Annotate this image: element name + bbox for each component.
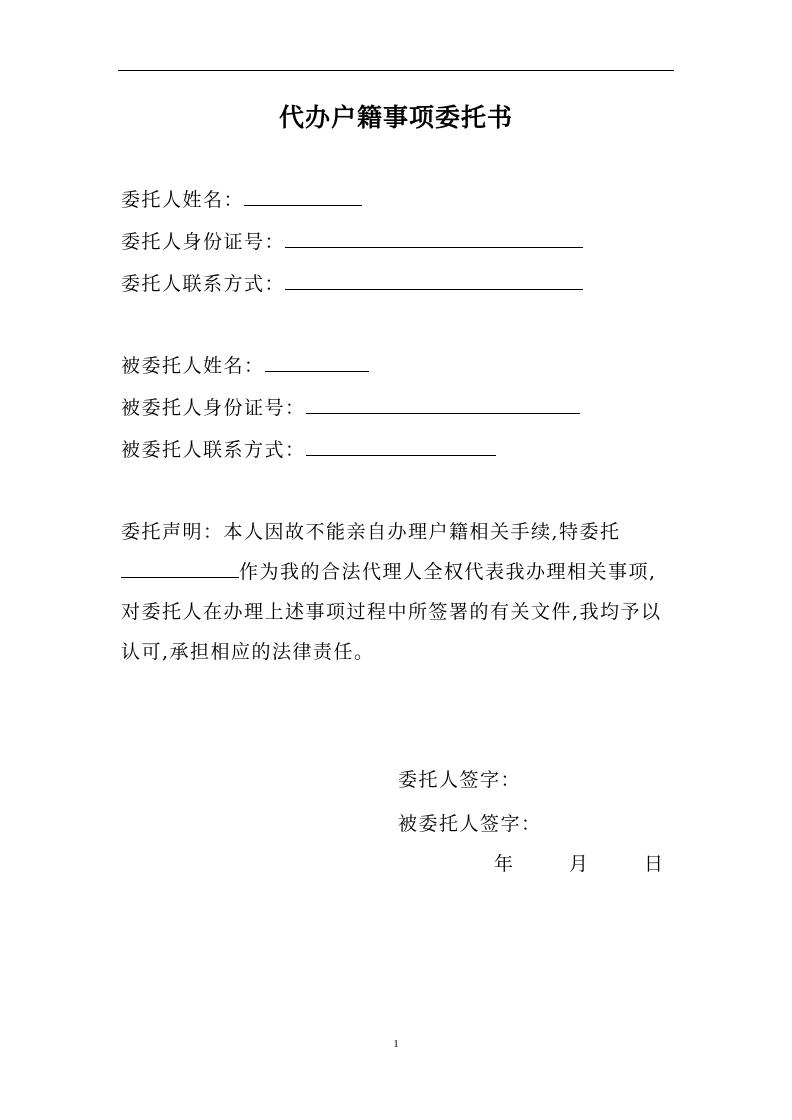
declaration-text-2: 作为我的合法代理人全权代表我办理相关事项,对委托人在办理上述事项过程中所签署的有关文件,我均予以认可,承担相应的法律责任。 [121, 561, 662, 663]
principal-id-row [121, 229, 583, 255]
declaration-paragraph [121, 512, 677, 672]
agent-id-field[interactable] [306, 397, 580, 414]
declaration-agent-field[interactable] [121, 561, 239, 578]
principal-contact-field[interactable] [285, 273, 583, 290]
principal-name-label: 委托人姓名： [121, 189, 245, 211]
document-title: 代办户籍事项委托书 [278, 103, 513, 132]
date-month: 月 [569, 853, 589, 875]
header-rule [118, 70, 674, 71]
principal-name-field[interactable] [244, 189, 362, 206]
agent-contact-field[interactable] [306, 439, 496, 456]
principal-id-label: 委托人身份证号： [121, 231, 286, 253]
date-day: 日 [644, 853, 664, 875]
principal-contact-label: 委托人联系方式： [121, 273, 286, 295]
principal-contact-row [121, 271, 583, 297]
principal-id-field[interactable] [285, 231, 583, 248]
agent-contact-label: 被委托人联系方式： [121, 439, 306, 461]
agent-id-label: 被委托人身份证号： [121, 397, 306, 419]
agent-name-field[interactable] [265, 355, 369, 372]
principal-name-row [121, 187, 362, 213]
principal-signature-label: 委托人签字： [398, 769, 522, 791]
date-year: 年 [494, 853, 514, 875]
agent-signature-label: 被委托人签字： [398, 813, 542, 835]
agent-contact-row [121, 437, 496, 463]
agent-name-label: 被委托人姓名： [121, 355, 265, 377]
page-number: 1 [393, 1038, 399, 1050]
agent-id-row [121, 395, 580, 421]
agent-name-row [121, 353, 369, 379]
declaration-text-1: 委托声明：本人因故不能亲自办理户籍相关手续,特委托 [121, 521, 621, 543]
